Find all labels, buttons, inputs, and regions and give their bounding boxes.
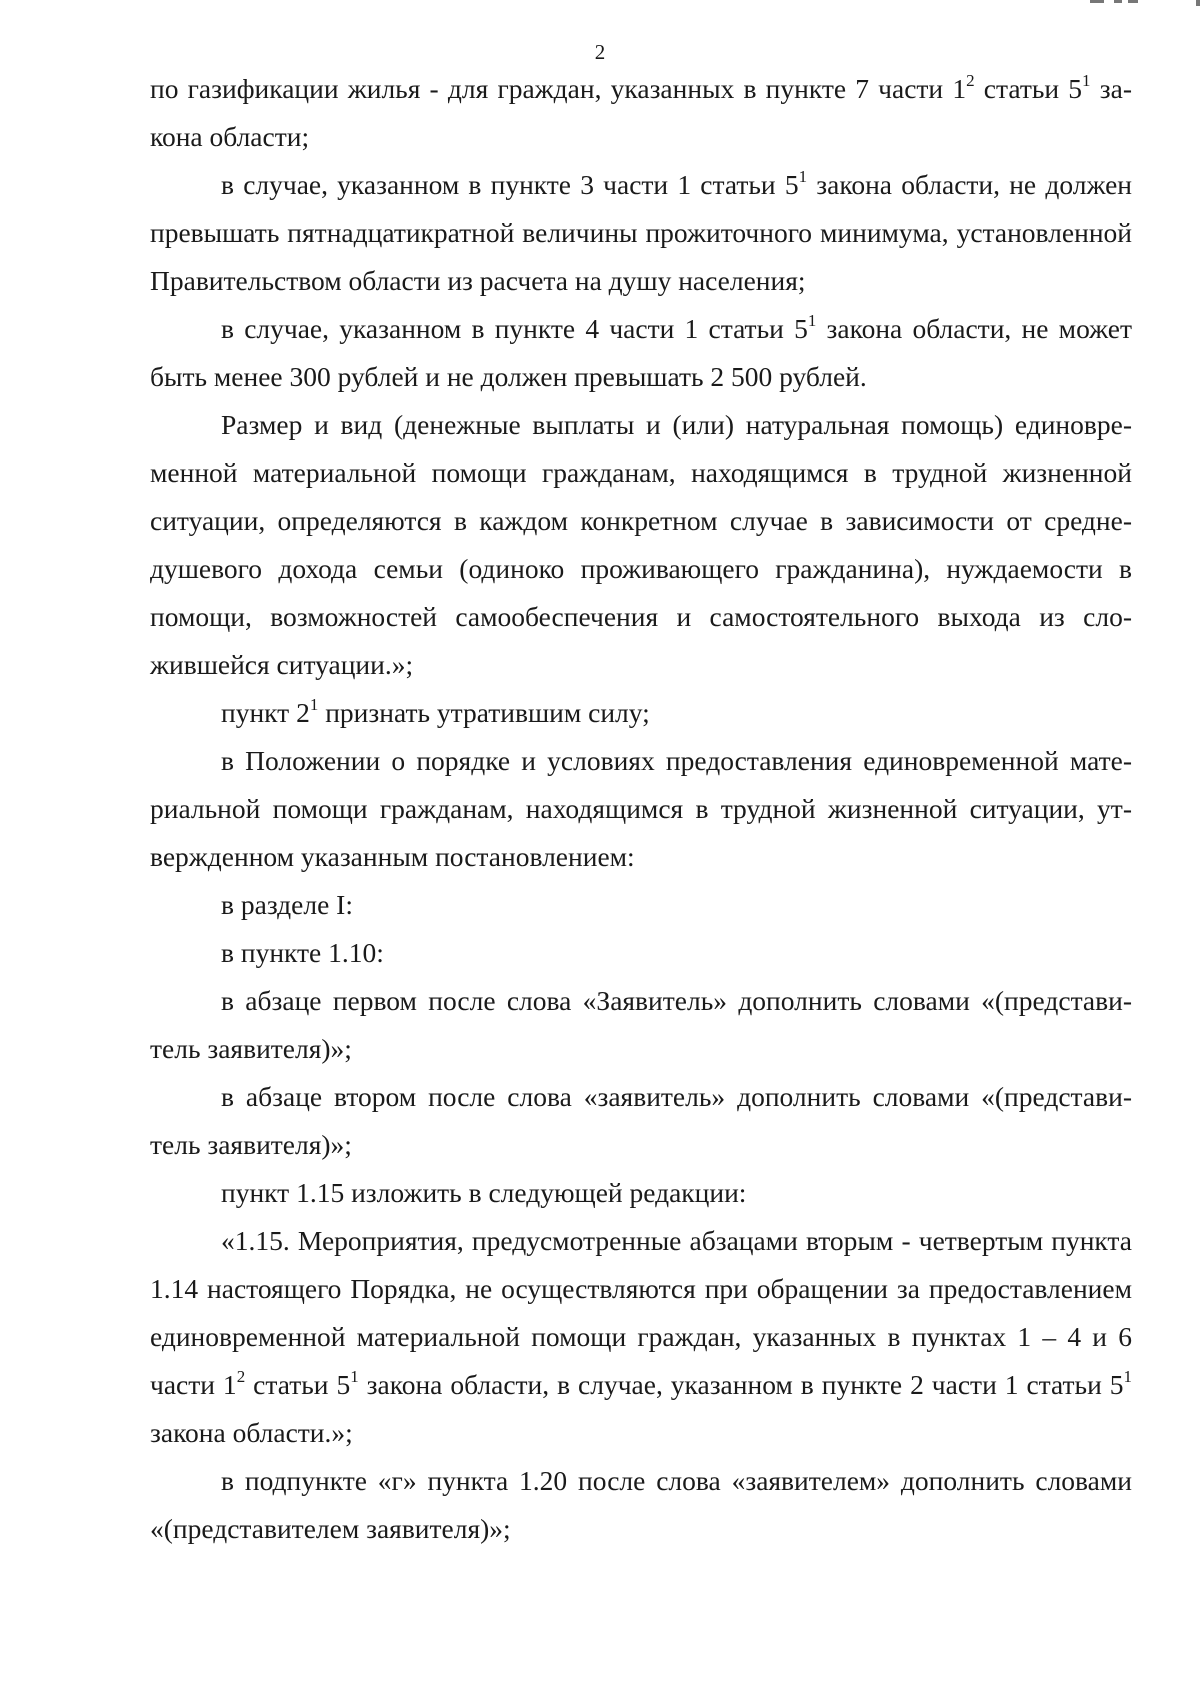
text-run: по газификации жилья - для граждан, указанных в пункте 7 части 1 [150,73,967,104]
text-run: «1.15. Мероприятия, предусмотренные абзацами вторым - четвертым пункта 1.14 настоящего Порядка, не осуществляются при обращении за предоставлением единовременной материальной помощи граждан, указанных в пунктах 1 – 4 и 6 части 1 [150,1225,1132,1400]
text-run: закона области.»; [150,1417,353,1448]
text-run: в абзаце первом после слова «Заявитель» дополнить словами «(представитель заявителя)»; [150,985,1132,1064]
superscript-index: 1 [1082,70,1091,90]
paragraph [150,1217,1132,1457]
text-run: статьи 5 [974,73,1083,104]
paragraph [150,1073,1132,1169]
superscript-index: 1 [309,694,319,714]
superscript-index: 1 [350,1366,359,1386]
paragraph [150,737,1132,881]
paragraph [150,881,1132,929]
text-run: статьи 5 [245,1369,351,1400]
page-number: 2 [594,40,606,64]
text-run: в случае, указанном в пункте 4 части 1 статьи 5 [221,313,808,344]
superscript-index: 1 [807,310,817,330]
paragraph [150,929,1132,977]
superscript-index: 1 [1123,1366,1132,1386]
text-run: закона области, в случае, указанном в пункте 2 части 1 статьи 5 [358,1369,1124,1400]
text-run: закона области, не может быть менее 300 рублей и не должен превышать 2 500 рублей. [150,313,1132,392]
text-run: признать утратившим силу; [318,697,650,728]
paragraph [150,977,1132,1073]
paragraph [150,1169,1132,1217]
text-run: в случае, указанном в пункте 3 части 1 статьи 5 [221,169,799,200]
text-run: в Положении о порядке и условиях предоставления единовременной материальной помощи гражданам, находящимся в трудной жизненной ситуации, утвержденном указанным постановлением: [150,745,1132,872]
paragraph [150,401,1132,689]
superscript-index: 2 [966,70,975,90]
text-run: в абзаце втором после слова «заявитель» дополнить словами «(представитель заявителя)»; [150,1081,1132,1160]
paragraph [150,65,1132,161]
text-run: пункт 1.15 изложить в следующей редакции: [221,1177,747,1208]
superscript-index: 1 [798,166,808,186]
text-run: в разделе I: [221,889,353,920]
paragraph [150,305,1132,401]
scan-edge-mark [1080,0,1200,6]
text-run: Размер и вид (денежные выплаты и (или) натуральная помощь) единовременной материальной помощи гражданам, находящимся в трудной жизненной ситуации, определяются в каждом конкретном случае в зависимости от среднедушевого дохода семьи (одиноко проживающего гражданина), нуждаемости в помощи, возможностей самообеспечения и самостоятельного выхода из сложившейся ситуации.»; [150,409,1132,680]
text-run: пункт 2 [221,697,310,728]
text-run: закона области, не должен превышать пятнадцатикратной величины прожиточного минимума, установленной Правительством области из расчета на душу населения; [150,169,1132,296]
text-run: закона области; [150,73,1132,152]
document-body [150,65,1132,1553]
paragraph [150,689,1132,737]
paragraph [150,161,1132,305]
text-run: в пункте 1.10: [221,937,384,968]
text-run: в подпункте «г» пункта 1.20 после слова «заявителем» дополнить словами «(представителем заявителя)»; [150,1465,1132,1544]
superscript-index: 2 [236,1366,246,1386]
paragraph [150,1457,1132,1553]
